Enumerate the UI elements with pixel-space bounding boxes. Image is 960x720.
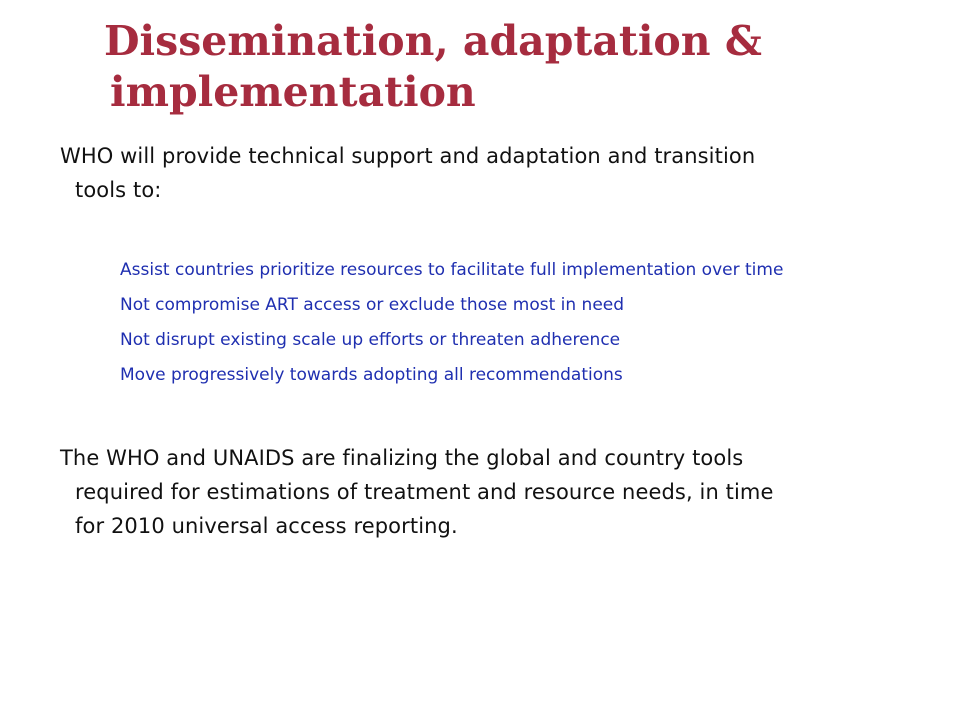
- slide-title-line-2: implementation: [110, 68, 476, 116]
- slide-title: [104, 16, 924, 118]
- intro-paragraph: [60, 139, 900, 207]
- sub-item-list: [120, 253, 920, 393]
- closing-line-1: The WHO and UNAIDS are finalizing the global and country tools: [60, 446, 744, 470]
- sub-item-art-access: Not compromise ART access or exclude those most in need: [120, 295, 625, 315]
- closing-paragraph: [60, 441, 900, 543]
- slide-title-line-1: Dissemination, adaptation &: [104, 17, 762, 65]
- sub-item-prioritize-resources: Assist countries prioritize resources to facilitate full implementation over time: [120, 260, 784, 280]
- intro-line-2: tools to:: [75, 178, 162, 202]
- sub-item-adopt-recommendations: Move progressively towards adopting all recommendations: [120, 365, 623, 385]
- closing-line-3: for 2010 universal access reporting.: [75, 514, 458, 538]
- sub-item-scale-up: Not disrupt existing scale up efforts or threaten adherence: [120, 330, 621, 350]
- intro-line-1: WHO will provide technical support and adaptation and transition: [60, 144, 756, 168]
- closing-line-2: required for estimations of treatment and resource needs, in time: [75, 480, 774, 504]
